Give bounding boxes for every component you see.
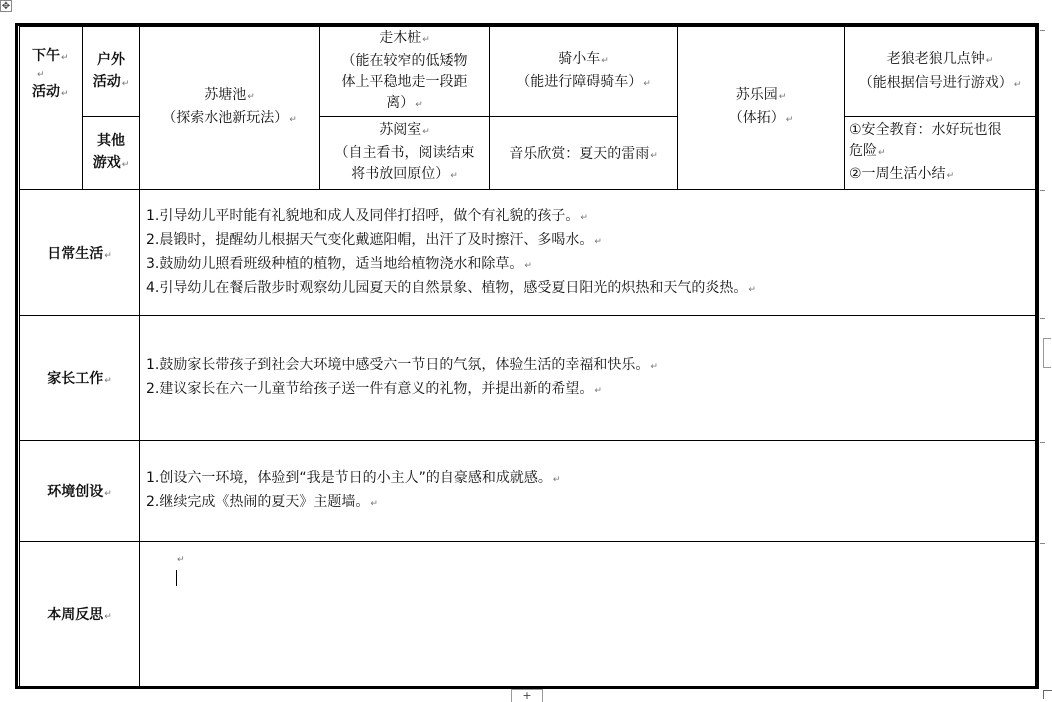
wood-stake-cell: 走木桩↵ （能在较窄的低矮物 体上平稳地走一段距 离）↵ (320, 27, 490, 117)
other-games-label: 其他 游戏↵ (83, 117, 140, 190)
reading-room-cell: 苏阅室↵ （自主看书，阅读结束 将书放回原位）↵ (320, 117, 490, 190)
weekly-reflection-label: 本周反思↵ (20, 542, 140, 687)
play-park-cell: 苏乐园↵ （体拓）↵ (678, 27, 845, 190)
list-item: 2.继续完成《热闹的夏天》主题墙。↵ (146, 494, 378, 510)
list-item: 2.晨锻时，提醒幼儿根据天气变化戴遮阳帽，出汗了及时擦汗、多喝水。↵ (146, 231, 602, 248)
text-cursor (176, 570, 177, 586)
parent-work-label: 家长工作↵ (20, 316, 140, 441)
daily-life-label: 日常生活↵ (20, 190, 140, 316)
add-row-button[interactable]: + (511, 689, 543, 702)
ruler-tick (1040, 190, 1045, 191)
parent-work-content[interactable] (140, 316, 1036, 441)
list-item: 1.鼓励家长带孩子到社会大环境中感受六一节日的气氛，体验生活的幸福和快乐。↵ (146, 357, 658, 373)
table-move-handle[interactable]: ✥ (1, 1, 11, 12)
bike-riding-cell: 骑小车↵ （能进行障碍骑车）↵ (490, 27, 678, 117)
ruler-tick (1040, 442, 1045, 443)
outdoor-activity-label: 户外 活动↵ (83, 27, 140, 117)
environment-label: 环境创设↵ (20, 441, 140, 542)
list-item: 1.引导幼儿平时能有礼貌地和成人及同伴打招呼，做个有礼貌的孩子。↵ (146, 207, 588, 224)
list-item: 1.创设六一环境，体验到“我是节日的小主人”的自豪感和成就感。↵ (146, 470, 561, 486)
music-appreciation-cell: 音乐欣赏：夏天的雷雨↵ (490, 117, 678, 190)
list-item: 2.建议家长在六一儿童节给孩子送一件有意义的礼物，并提出新的希望。↵ (146, 381, 602, 397)
ruler-tick (1040, 543, 1045, 544)
weekly-plan-table (19, 26, 1036, 687)
wolf-game-cell: 老狼老狼几点钟↵ （能根据信号进行游戏）↵ (845, 27, 1036, 117)
ruler-tick (1040, 318, 1045, 319)
environment-content[interactable] (140, 441, 1036, 542)
column-insert-handle[interactable] (1043, 338, 1051, 368)
daily-life-content[interactable] (140, 190, 1036, 316)
list-item: 3.鼓励幼儿照看班级种植的植物，适当地给植物浇水和除草。↵ (146, 255, 532, 272)
pond-activity-cell: 苏塘池↵ （探索水池新玩法）↵ (140, 27, 320, 190)
safety-education-cell: ①安全教育：水好玩也很 危险↵ ②一周生活小结↵ (845, 117, 1036, 190)
table-resize-handle[interactable] (1043, 690, 1052, 699)
ruler-tick (1040, 30, 1045, 31)
list-item: 4.引导幼儿在餐后散步时观察幼儿园夏天的自然景象、植物，感受夏日阳光的炽热和天气的炎热。↵ (146, 279, 756, 296)
afternoon-activity-label: 下午↵ ↵ 活动↵ (20, 27, 83, 190)
weekly-reflection-content[interactable]: ↵ (140, 542, 1036, 687)
